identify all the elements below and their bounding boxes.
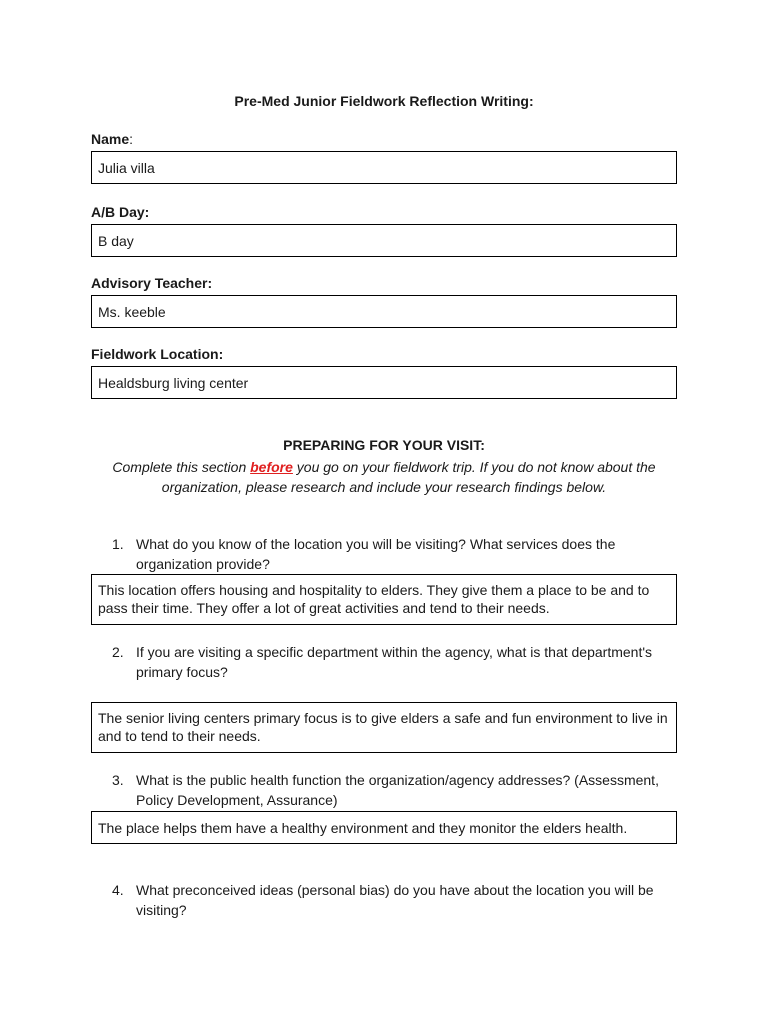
- advisory-teacher-value: Ms. keeble: [98, 303, 166, 320]
- fieldwork-location-value: Healdsburg living center: [98, 374, 249, 391]
- advisory-teacher-field[interactable]: [91, 295, 677, 328]
- ab-day-field[interactable]: [91, 224, 677, 257]
- instructions-rest: you go on your fieldwork trip. If you do not know about the organization, please research and include your research findings below.: [161, 459, 656, 495]
- name-label-text: Name: [91, 131, 130, 147]
- question-1: [112, 534, 672, 574]
- fieldwork-location-label: Fieldwork Location:: [91, 346, 224, 362]
- question-text: What preconceived ideas (personal bias) do you have about the location you will be visiting?: [136, 882, 654, 918]
- ab-day-label: A/B Day:: [91, 204, 150, 220]
- question-number: 4.: [112, 882, 124, 898]
- answer-2-field[interactable]: [91, 702, 677, 753]
- answer-2-text: The senior living centers primary focus is to give elders a safe and fun environment to live in and to tend to their needs.: [98, 710, 668, 744]
- instructions-emphasis: before: [250, 459, 293, 475]
- answer-3-field[interactable]: [91, 811, 677, 844]
- name-value: Julia villa: [98, 159, 155, 176]
- ab-day-value: B day: [98, 232, 134, 249]
- question-number: 1.: [112, 536, 124, 552]
- question-number: 3.: [112, 772, 124, 788]
- advisory-teacher-label: Advisory Teacher:: [91, 275, 213, 291]
- question-text: If you are visiting a specific department within the agency, what is that department's primary focus?: [136, 644, 653, 680]
- question-text: What is the public health function the organization/agency addresses? (Assessment, Policy Development, Assurance): [136, 772, 659, 808]
- question-number: 2.: [112, 644, 124, 660]
- preparing-instructions: [100, 457, 668, 497]
- answer-1-text: This location offers housing and hospitality to elders. They give them a place to be and to pass their time. They offer a lot of great activities and tend to their needs.: [98, 582, 650, 616]
- question-3: [112, 770, 672, 810]
- name-label: [91, 131, 133, 147]
- preparing-heading: PREPARING FOR YOUR VISIT:: [283, 437, 485, 453]
- document-title: Pre-Med Junior Fieldwork Reflection Writing:: [234, 93, 534, 109]
- name-label-colon: :: [129, 131, 134, 147]
- question-text: What do you know of the location you will be visiting? What services does the organization provide?: [136, 536, 616, 572]
- name-field[interactable]: [91, 151, 677, 184]
- fieldwork-location-field[interactable]: [91, 366, 677, 399]
- answer-1-field[interactable]: [91, 574, 677, 625]
- question-4: [112, 880, 672, 920]
- answer-3-text: The place helps them have a healthy environment and they monitor the elders health.: [98, 819, 628, 836]
- instructions-start: Complete this section: [112, 459, 251, 475]
- question-2: [112, 642, 672, 682]
